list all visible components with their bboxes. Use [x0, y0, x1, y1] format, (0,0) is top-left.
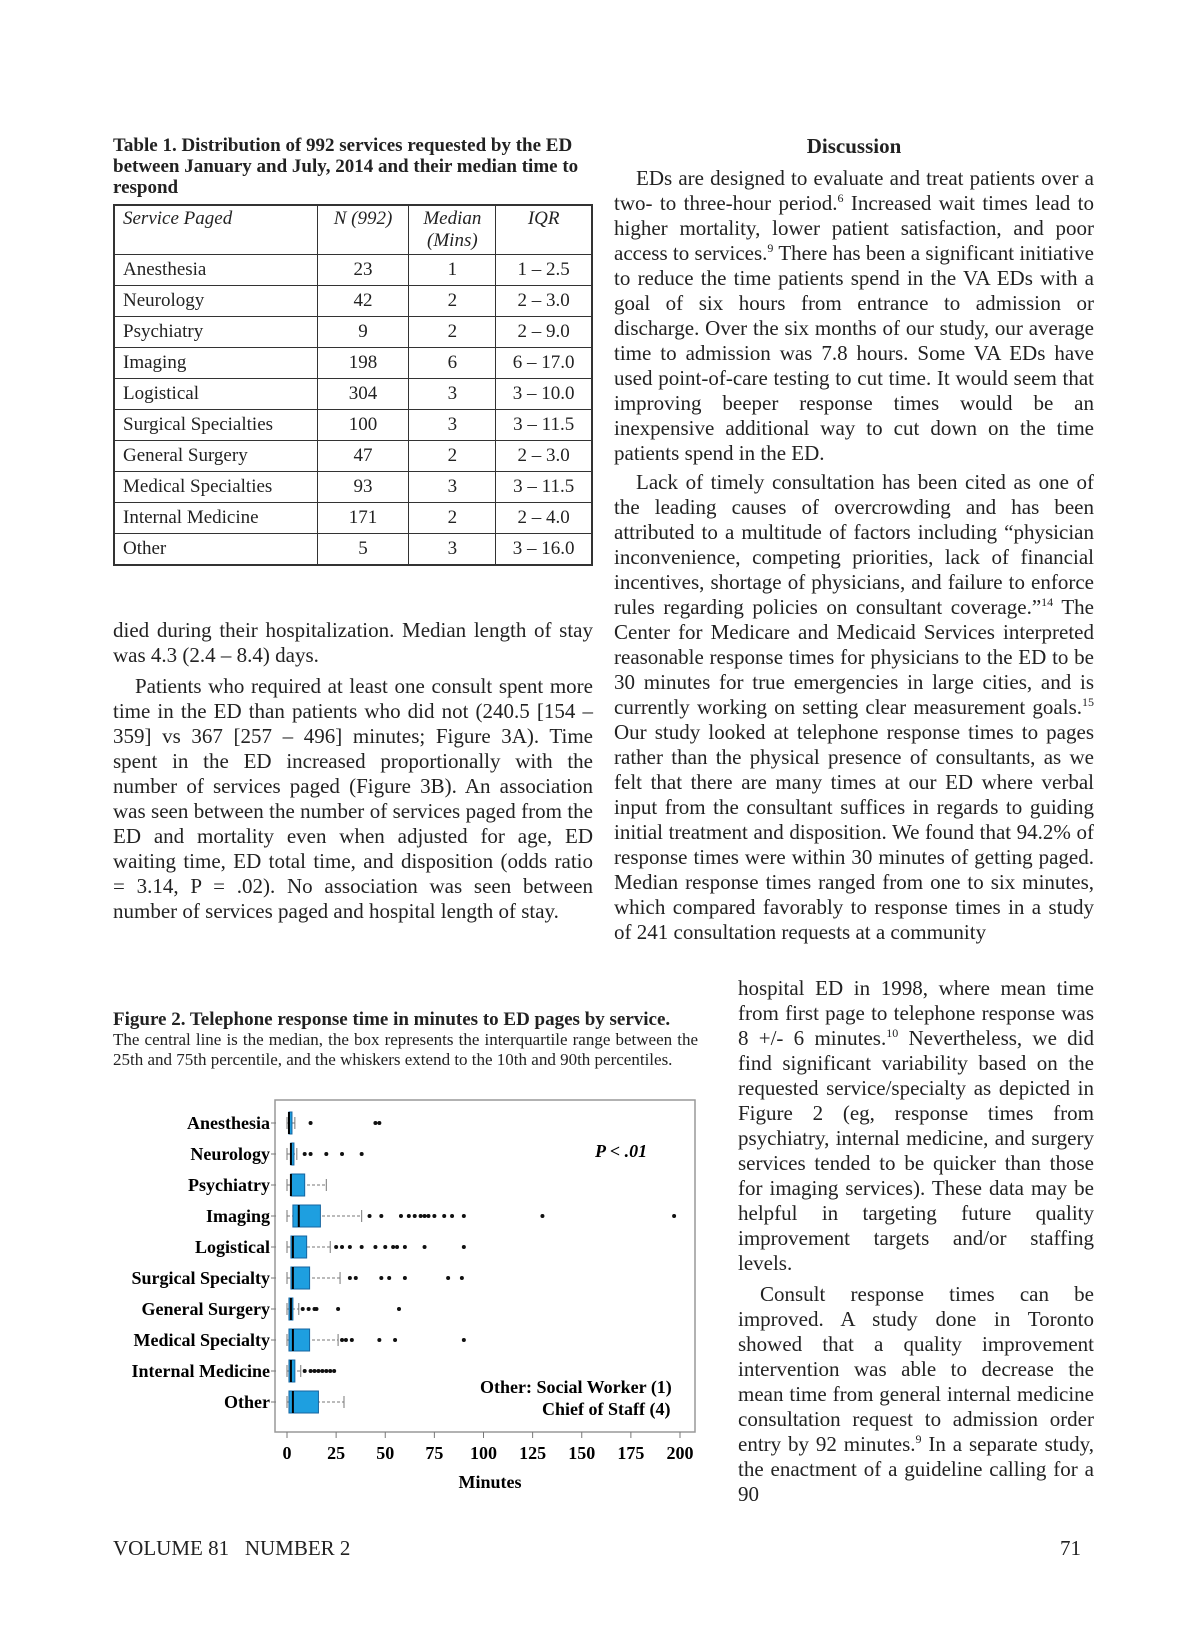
- right-column-text-lower: [738, 976, 1094, 1507]
- outlier-point: [360, 1245, 364, 1249]
- table-cell: 2 – 9.0: [496, 317, 592, 348]
- outlier-point: [462, 1214, 466, 1218]
- paragraph: EDs are designed to evaluate and treat patients over a two- to three-hour period.$^6$ Increased wait times lead to higher mortality, lower patient satisfaction, and poor access to services.$^9$ There has been a significant initiative to reduce the time patients spend in the VA EDs with a goal of six hours from entrance to admission or discharge. Over the six months of our study, our average time to admission was 7.8 hours. Some VA EDs have used point-of-care testing to cut time. It would seem that improving beeper response times would be an inexpensive additional way to cut down on the time patients spend in the ED.: [614, 166, 1095, 465]
- table-cell: General Surgery: [114, 441, 317, 472]
- outlier-point: [387, 1276, 391, 1280]
- outlier-point: [403, 1245, 407, 1249]
- table-cell: 3 – 16.0: [496, 534, 592, 566]
- left-column-text: [113, 618, 593, 924]
- table-cell: 3 – 11.5: [496, 472, 592, 503]
- outlier-point: [360, 1152, 364, 1156]
- table-cell: 1: [409, 255, 496, 286]
- footer-page-number: 71: [1060, 1536, 1081, 1560]
- outlier-point: [332, 1369, 336, 1373]
- table-cell: 1 – 2.5: [496, 255, 592, 286]
- outlier-point: [303, 1152, 307, 1156]
- outlier-point: [340, 1152, 344, 1156]
- table-cell: Neurology: [114, 286, 317, 317]
- outlier-point: [303, 1369, 307, 1373]
- outlier-point: [316, 1369, 320, 1373]
- outlier-point: [423, 1245, 427, 1249]
- table-cell: 6 – 17.0: [496, 348, 592, 379]
- outlier-point: [395, 1245, 399, 1249]
- table-cell: 3: [409, 379, 496, 410]
- table1-caption: Table 1. Distribution of 992 services requested by the ED between January and July, 2014 and their median time to respond: [113, 135, 579, 198]
- outlier-point: [377, 1338, 381, 1342]
- x-tick-label: 100: [470, 1443, 497, 1463]
- table-cell: 2 – 3.0: [496, 441, 592, 472]
- x-tick-label: 0: [282, 1443, 292, 1463]
- table-cell: Internal Medicine: [114, 503, 317, 534]
- table-cell: 42: [317, 286, 409, 317]
- table-cell: 2 – 3.0: [496, 286, 592, 317]
- table-row: [114, 441, 592, 472]
- x-tick-label: 50: [376, 1443, 395, 1463]
- outlier-point: [672, 1214, 676, 1218]
- table-cell: 2: [409, 286, 496, 317]
- table1: [113, 204, 593, 566]
- outlier-point: [540, 1214, 544, 1218]
- x-tick-label: 200: [666, 1443, 694, 1463]
- paragraph: died during their hospitalization. Median length of stay was 4.3 (2.4 – 8.4) days.: [113, 618, 593, 667]
- table-cell: 2: [409, 317, 496, 348]
- x-tick-label: 175: [617, 1443, 645, 1463]
- outlier-point: [301, 1307, 305, 1311]
- table-cell: 47: [317, 441, 409, 472]
- outlier-point: [393, 1338, 397, 1342]
- x-tick-label: 25: [327, 1443, 346, 1463]
- outlier-point: [348, 1276, 352, 1280]
- table-cell: Surgical Specialties: [114, 410, 317, 441]
- figure2-caption-body: The central line is the median, the box represents the interquartile range between the 25th and 75th percentile, and the whiskers extend to the 10th and 90th percentiles.: [113, 1030, 698, 1069]
- table-cell: Imaging: [114, 348, 317, 379]
- outlier-point: [328, 1369, 332, 1373]
- table-row: [114, 348, 592, 379]
- p-value-label: P < .01: [595, 1141, 648, 1161]
- table-header: IQR: [496, 205, 592, 255]
- table-row: [114, 255, 592, 286]
- outlier-point: [403, 1276, 407, 1280]
- category-label: Neurology: [190, 1144, 270, 1164]
- table-cell: 23: [317, 255, 409, 286]
- outlier-point: [373, 1121, 377, 1125]
- outlier-point: [336, 1307, 340, 1311]
- table-row: [114, 472, 592, 503]
- outlier-point: [350, 1338, 354, 1342]
- outlier-point: [426, 1214, 430, 1218]
- table-cell: Psychiatry: [114, 317, 317, 348]
- table-cell: 2 – 4.0: [496, 503, 592, 534]
- outlier-point: [354, 1276, 358, 1280]
- outlier-point: [397, 1307, 401, 1311]
- outlier-point: [309, 1152, 313, 1156]
- outlier-point: [419, 1214, 423, 1218]
- table-row: [114, 410, 592, 441]
- table-cell: 198: [317, 348, 409, 379]
- table-cell: 2: [409, 503, 496, 534]
- outlier-point: [413, 1214, 417, 1218]
- x-tick-label: 75: [425, 1443, 444, 1463]
- outlier-point: [373, 1245, 377, 1249]
- category-label: Internal Medicine: [131, 1361, 270, 1381]
- table-cell: Logistical: [114, 379, 317, 410]
- outlier-point: [432, 1214, 436, 1218]
- paragraph: Lack of timely consultation has been cited as one of the leading causes of overcrowding and has been attributed to a multitude of factors including “physician inconvenience, competing priorities, lack of financial incentives, shortage of physicians, and failure to enforce rules regarding policies on consultant coverage.”$^{14}$ The Center for Medicare and Medicaid Services interpreted reasonable response times for physicians to the ED to be 30 minutes for true emergencies in large cities, and is currently working on setting clear measurement goals.$^{15}$ Our study looked at telephone response times to pages rather than the physical presence of consultants, as we felt that there are many times at our ED where verbal input from the consultant suffices in regards to guiding initial treatment and disposition. We found that 94.2% of response times were within 30 minutes of getting paged. Median response times ranged from one to six minutes, which compared favorably to response times in a study of 241 consultation requests at a community: [614, 470, 1095, 944]
- iqr-box: [291, 1174, 305, 1196]
- table-header: Median (Mins): [409, 205, 496, 255]
- category-label: Other: [224, 1392, 270, 1412]
- table-row: [114, 317, 592, 348]
- outlier-point: [309, 1121, 313, 1125]
- outlier-point: [324, 1152, 328, 1156]
- category-label: Psychiatry: [188, 1175, 270, 1195]
- outlier-point: [442, 1214, 446, 1218]
- discussion-heading: [614, 134, 1094, 159]
- category-label: Logistical: [195, 1237, 270, 1257]
- outlier-point: [391, 1245, 395, 1249]
- table-header: N (992): [317, 205, 409, 255]
- category-label: Medical Specialty: [133, 1330, 270, 1350]
- outlier-point: [407, 1214, 411, 1218]
- outlier-point: [348, 1245, 352, 1249]
- outlier-point: [340, 1245, 344, 1249]
- outlier-point: [423, 1214, 427, 1218]
- category-label: General Surgery: [141, 1299, 270, 1319]
- table-cell: 171: [317, 503, 409, 534]
- table-cell: 3: [409, 534, 496, 566]
- table-cell: Anesthesia: [114, 255, 317, 286]
- outlier-point: [309, 1369, 313, 1373]
- category-label: Anesthesia: [186, 1113, 270, 1133]
- category-label: Imaging: [205, 1206, 270, 1226]
- outlier-point: [313, 1369, 317, 1373]
- outlier-point: [450, 1214, 454, 1218]
- outlier-point: [462, 1245, 466, 1249]
- outlier-point: [340, 1338, 344, 1342]
- x-tick-label: 125: [519, 1443, 547, 1463]
- paragraph: Consult response times can be improved. A study done in Toronto showed that a quality improvement intervention was able to decrease the mean time from general internal medicine consultation request to admission order entry by 92 minutes.$^9$ In a separate study, the enactment of a guideline calling for a 90: [738, 1282, 1094, 1506]
- table-cell: 93: [317, 472, 409, 503]
- other-note-2: Chief of Staff (4): [542, 1399, 671, 1419]
- heading-text: Discussion: [806, 134, 902, 158]
- table-cell: Medical Specialties: [114, 472, 317, 503]
- outlier-point: [379, 1214, 383, 1218]
- footer-volume: VOLUME 81 NUMBER 2: [113, 1536, 351, 1560]
- x-axis-label: Minutes: [458, 1472, 522, 1492]
- table-row: [114, 379, 592, 410]
- outlier-point: [460, 1276, 464, 1280]
- outlier-point: [334, 1245, 338, 1249]
- table-cell: 304: [317, 379, 409, 410]
- figure2-caption-title: Figure 2. Telephone response time in minutes to ED pages by service.: [113, 1009, 671, 1030]
- table-cell: 3: [409, 472, 496, 503]
- table-cell: 6: [409, 348, 496, 379]
- table-cell: 3: [409, 410, 496, 441]
- outlier-point: [324, 1369, 328, 1373]
- paragraph: Patients who required at least one consult spent more time in the ED than patients who did not (240.5 [154 – 359] vs 367 [257 – 496] minutes; Figure 3A). Time spent in the ED increased proportionally with the number of services paged (Figure 3B). An association was seen between the number of services paged from the ED and mortality even when adjusted for age, ED waiting time, ED total time, and disposition (odds ratio = 3.14, P = .02). No association was seen between number of services paged and hospital length of stay.: [113, 674, 593, 923]
- outlier-point: [368, 1214, 372, 1218]
- outlier-point: [462, 1338, 466, 1342]
- outlier-point: [320, 1369, 324, 1373]
- table-cell: 100: [317, 410, 409, 441]
- table-cell: Other: [114, 534, 317, 566]
- x-tick-label: 150: [568, 1443, 596, 1463]
- table-cell: 3 – 11.5: [496, 410, 592, 441]
- table-header: Service Paged: [114, 205, 317, 255]
- paragraph: hospital ED in 1998, where mean time from first page to telephone response was 8 +/- 6 minutes.$^{10}$ Nevertheless, we did find significant variability based on the requested service/specialty as depicted in Figure 2 (eg, response times from psychiatry, internal medicine, and surgery services tended to be quicker than those for imaging services). These data may be helpful in targeting future quality improvement targets and/or staffing levels.: [738, 976, 1095, 1275]
- outlier-point: [307, 1307, 311, 1311]
- iqr-box: [293, 1205, 321, 1227]
- table-cell: 3 – 10.0: [496, 379, 592, 410]
- outlier-point: [379, 1276, 383, 1280]
- outlier-point: [377, 1121, 381, 1125]
- outlier-point: [314, 1307, 318, 1311]
- category-label: Surgical Specialty: [131, 1268, 270, 1288]
- table-row: [114, 534, 592, 566]
- outlier-point: [344, 1338, 348, 1342]
- outlier-point: [383, 1245, 387, 1249]
- other-note-1: Other: Social Worker (1): [480, 1377, 672, 1397]
- table-cell: 9: [317, 317, 409, 348]
- outlier-point: [446, 1276, 450, 1280]
- right-column-text: [614, 166, 1094, 945]
- figure2-boxplot: [100, 1095, 710, 1495]
- table-row: [114, 503, 592, 534]
- table-row: [114, 286, 592, 317]
- figure2-caption: [113, 1010, 698, 1070]
- outlier-point: [399, 1214, 403, 1218]
- table-cell: 2: [409, 441, 496, 472]
- table-cell: 5: [317, 534, 409, 566]
